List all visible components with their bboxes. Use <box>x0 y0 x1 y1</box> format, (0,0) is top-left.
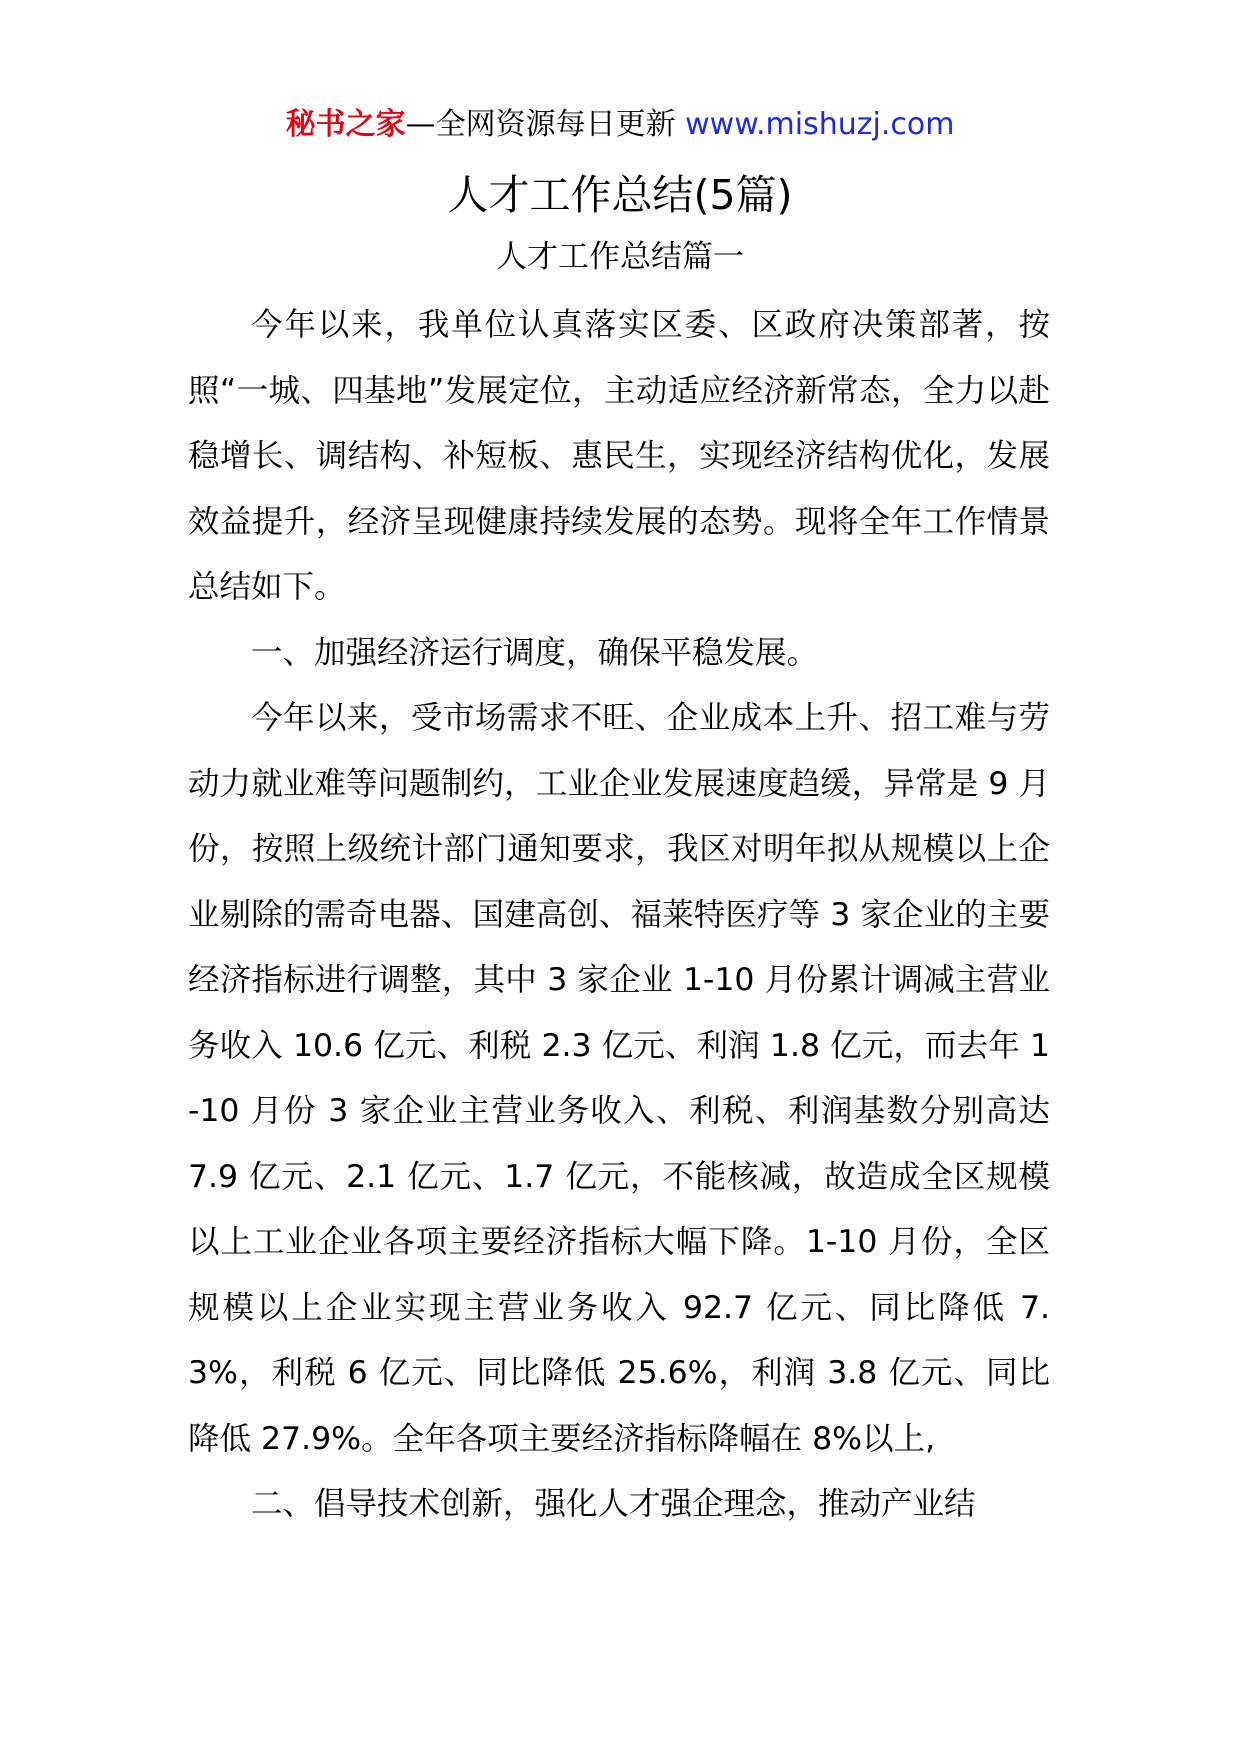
paragraph-section-1: 今年以来，受市场需求不旺、企业成本上升、招工难与劳动力就业难等问题制约，工业企业发展速度趋缓，异常是 9 月份，按照上级统计部门通知要求，我区对明年拟从规模以上企业剔除的需奇电器、国建高创、福莱特医疗等 3 家企业的主要经济指标进行调整，其中 3 家企业 1-10 月份累计调减主营业务收入 10.6 亿元、利税 2.3 亿元、利润 1.8 亿元，而去年 1-10 月份 3 家企业主营业务收入、利税、利润基数分别高达 7.9 亿元、2.1 亿元、1.7 亿元，不能核减，故造成全区规模以上工业企业各项主要经济指标大幅下降。1-10 月份，全区规模以上企业实现主营业务收入 92.7 亿元、同比降低 7.3%，利税 6 亿元、同比降低 25.6%，利润 3.8 亿元、同比降低 27.9%。全年各项主要经济指标降幅在 8%以上, <box>188 700 1050 1457</box>
document-subtitle: 人才工作总结篇一 <box>496 239 744 275</box>
site-tagline: —全网资源每日更新 <box>405 107 676 142</box>
site-brand: 秘书之家 <box>285 107 406 142</box>
site-url-link[interactable]: www.mishuzj.com <box>685 107 955 142</box>
site-header <box>0 100 1240 150</box>
document-title: 人才工作总结(5篇) <box>447 171 793 219</box>
section-heading-1: 一、加强经济运行调度，确保平稳发展。 <box>251 634 819 671</box>
document-body <box>188 293 1050 1538</box>
paragraph-intro: 今年以来，我单位认真落实区委、区政府决策部著，按照“一城、四基地”发展定位，主动适应经济新常态，全力以赴稳增长、调结构、补短板、惠民生，实现经济结构优化，发展效益提升，经济呈现健康持续发展的态势。现将全年工作情景总结如下。 <box>188 307 1050 605</box>
section-heading-2: 二、倡导技术创新，强化人才强企理念，推动产业结 <box>251 1486 976 1522</box>
